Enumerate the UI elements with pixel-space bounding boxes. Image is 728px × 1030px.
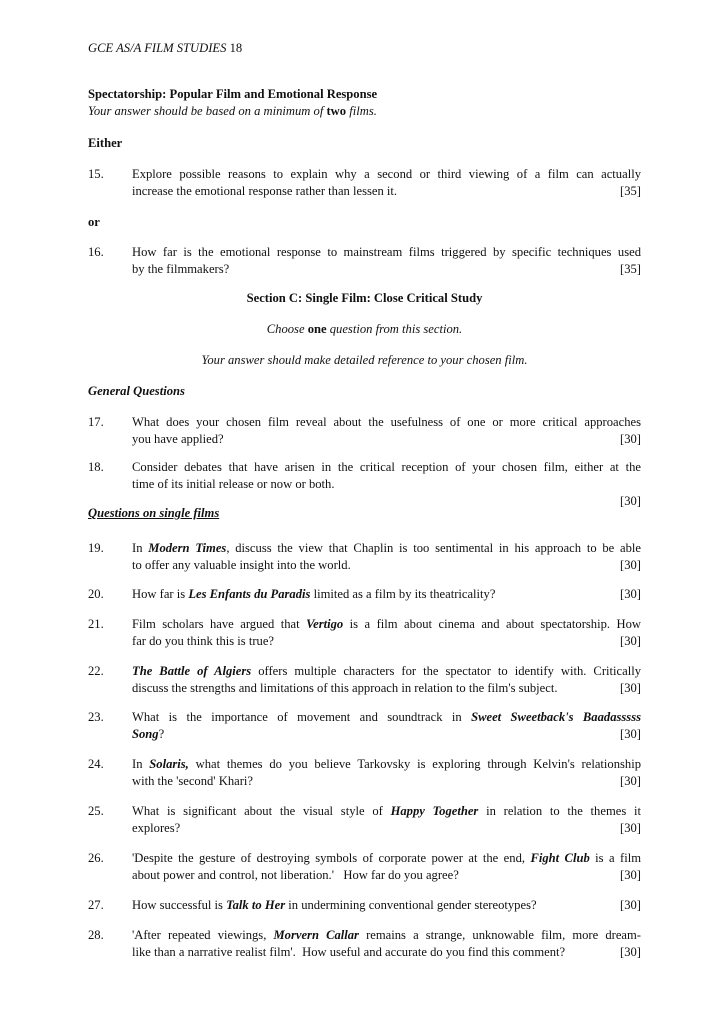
section-c-detail: Your answer should make detailed reference to your chosen film.	[201, 353, 528, 367]
question-24	[88, 756, 641, 790]
question-number: 23.	[88, 710, 104, 724]
film-title: Happy Together	[390, 804, 479, 818]
question-line	[132, 850, 641, 867]
question-20	[88, 586, 641, 603]
question-26	[88, 850, 641, 884]
question-line	[132, 709, 641, 726]
film-title: Les Enfants du Paradis	[188, 587, 311, 601]
question-text-part: in relation to the themes it	[478, 804, 641, 818]
question-line: explores?	[132, 821, 181, 835]
question-mark: [30]	[620, 587, 641, 601]
question-text	[132, 663, 641, 697]
question-text-part: Film scholars have argued that	[132, 617, 307, 631]
question-mark: [30]	[620, 558, 641, 572]
question-number: 18.	[88, 460, 104, 474]
question-text	[132, 244, 641, 278]
question-text-part: what themes do you believe Tarkovsky is exploring through Kelvin's relationship	[188, 757, 641, 771]
question-text-part: ?	[158, 727, 165, 741]
question-text-part: offers multiple characters for the spectator to identify with. Critically	[251, 664, 642, 678]
question-line	[132, 616, 641, 633]
question-line	[132, 927, 641, 944]
question-mark: [30]	[620, 868, 641, 882]
instruction-text-end: question from this section.	[326, 322, 463, 336]
question-number: 20.	[88, 587, 104, 601]
question-mark: [30]	[620, 634, 641, 648]
question-number: 28.	[88, 928, 104, 942]
film-title: Sweet Sweetback's Baadasssss	[471, 710, 641, 724]
question-text-part: , discuss the view that Chaplin is too sentimental in his approach to be able	[226, 541, 642, 555]
question-line: time of its initial release or now or both.	[132, 477, 335, 491]
question-mark: [30]	[620, 681, 641, 695]
question-line: you have applied?	[132, 432, 224, 446]
film-title: Fight Club	[530, 851, 590, 865]
question-line: with the 'second' Khari?	[132, 774, 253, 788]
page-header	[88, 41, 242, 56]
question-text	[132, 756, 641, 790]
question-mark: [30]	[620, 494, 641, 508]
question-text-part: In	[132, 757, 150, 771]
film-title: Modern Times	[148, 541, 227, 555]
question-text-part: What is significant about the visual style of	[132, 804, 391, 818]
question-text	[132, 586, 641, 603]
or-label: or	[88, 215, 100, 229]
question-22	[88, 663, 641, 697]
film-title: Song	[132, 727, 159, 741]
instruction-emphasis: one	[307, 322, 327, 336]
question-line: discuss the strengths and limitations of this approach in relation to the film's subject.	[132, 681, 558, 695]
question-text	[132, 459, 641, 510]
question-number: 19.	[88, 541, 104, 555]
question-text-part: How far is	[132, 587, 189, 601]
question-text	[132, 616, 641, 650]
question-text	[132, 850, 641, 884]
either-label: Either	[88, 136, 123, 150]
question-text-part: remains a strange, unknowable film, more dream-	[358, 928, 641, 942]
question-text-part: in undermining conventional gender stereotypes?	[285, 898, 537, 912]
question-mark: [30]	[620, 774, 641, 788]
single-films-heading: Questions on single films	[88, 506, 220, 520]
section-heading: Spectatorship: Popular Film and Emotional Response	[88, 87, 378, 101]
question-line: about power and control, not liberation.' How far do you agree?	[132, 868, 459, 882]
question-line: to offer any valuable insight into the world.	[132, 558, 351, 572]
question-text-part: is a film about cinema and about spectatorship. How	[343, 617, 641, 631]
question-line: far do you think this is true?	[132, 634, 275, 648]
question-mark: [30]	[620, 821, 641, 835]
question-27	[88, 897, 641, 914]
question-text-part: How successful is	[132, 898, 227, 912]
question-19	[88, 540, 641, 574]
question-text	[132, 927, 641, 961]
question-text-part: What is the importance of movement and soundtrack in	[132, 710, 472, 724]
page-number: 18	[229, 41, 243, 55]
film-title: The Battle of Algiers	[132, 664, 252, 678]
question-25	[88, 803, 641, 837]
question-mark: [35]	[620, 184, 641, 198]
question-number: 15.	[88, 167, 104, 181]
film-title: Vertigo	[306, 617, 344, 631]
question-text-part: In	[132, 541, 149, 555]
question-line: How far is the emotional response to mainstream films triggered by specific techniques used	[132, 245, 641, 259]
question-text-part: 'After repeated viewings,	[132, 928, 274, 942]
film-title: Solaris,	[149, 757, 189, 771]
question-28	[88, 927, 641, 961]
question-line: Consider debates that have arisen in the critical reception of your chosen film, either at the	[132, 460, 641, 474]
question-line: like than a narrative realist film'. How useful and accurate do you find this comment?	[132, 945, 566, 959]
question-text	[132, 414, 641, 448]
film-title: Morvern Callar	[273, 928, 359, 942]
header-title: GCE AS/A FILM STUDIES	[88, 41, 227, 55]
section-c-heading: Section C: Single Film: Close Critical Study	[246, 291, 483, 305]
question-text	[132, 166, 641, 200]
question-number: 27.	[88, 898, 104, 912]
question-text	[132, 803, 641, 837]
question-text-part: is a film	[589, 851, 641, 865]
instruction-text-end: films.	[346, 104, 377, 118]
question-text	[132, 709, 641, 743]
question-text	[132, 540, 641, 574]
film-title: Talk to Her	[226, 898, 286, 912]
question-16	[88, 244, 641, 278]
question-number: 24.	[88, 757, 104, 771]
question-number: 17.	[88, 415, 104, 429]
question-line: by the filmmakers?	[132, 262, 230, 276]
question-text	[132, 897, 641, 914]
section-instruction	[88, 103, 641, 120]
question-number: 22.	[88, 664, 104, 678]
question-line: What does your chosen film reveal about the usefulness of one or more critical approaches	[132, 415, 641, 429]
question-mark: [30]	[620, 945, 641, 959]
question-text-part: 'Despite the gesture of destroying symbols of corporate power at the end,	[132, 851, 531, 865]
question-number: 21.	[88, 617, 104, 631]
general-questions-heading: General Questions	[88, 384, 185, 398]
question-line	[132, 756, 641, 773]
question-line	[132, 540, 641, 557]
instruction-emphasis: two	[326, 104, 347, 118]
question-line	[132, 803, 641, 820]
question-mark: [30]	[620, 432, 641, 446]
question-mark: [30]	[620, 727, 641, 741]
question-line	[132, 663, 641, 680]
section-c-instruction	[88, 321, 641, 338]
question-mark: [30]	[620, 898, 641, 912]
instruction-text: Choose	[266, 322, 308, 336]
question-17	[88, 414, 641, 448]
question-text-part: limited as a film by its theatricality?	[310, 587, 496, 601]
question-number: 26.	[88, 851, 104, 865]
question-number: 25.	[88, 804, 104, 818]
question-18	[88, 459, 641, 510]
question-mark: [35]	[620, 262, 641, 276]
question-15	[88, 166, 641, 200]
question-line: Explore possible reasons to explain why a second or third viewing of a film can actually	[132, 167, 641, 181]
instruction-text: Your answer should be based on a minimum of	[88, 104, 327, 118]
question-23	[88, 709, 641, 743]
question-line: increase the emotional response rather than lessen it.	[132, 184, 398, 198]
question-21	[88, 616, 641, 650]
question-number: 16.	[88, 245, 104, 259]
